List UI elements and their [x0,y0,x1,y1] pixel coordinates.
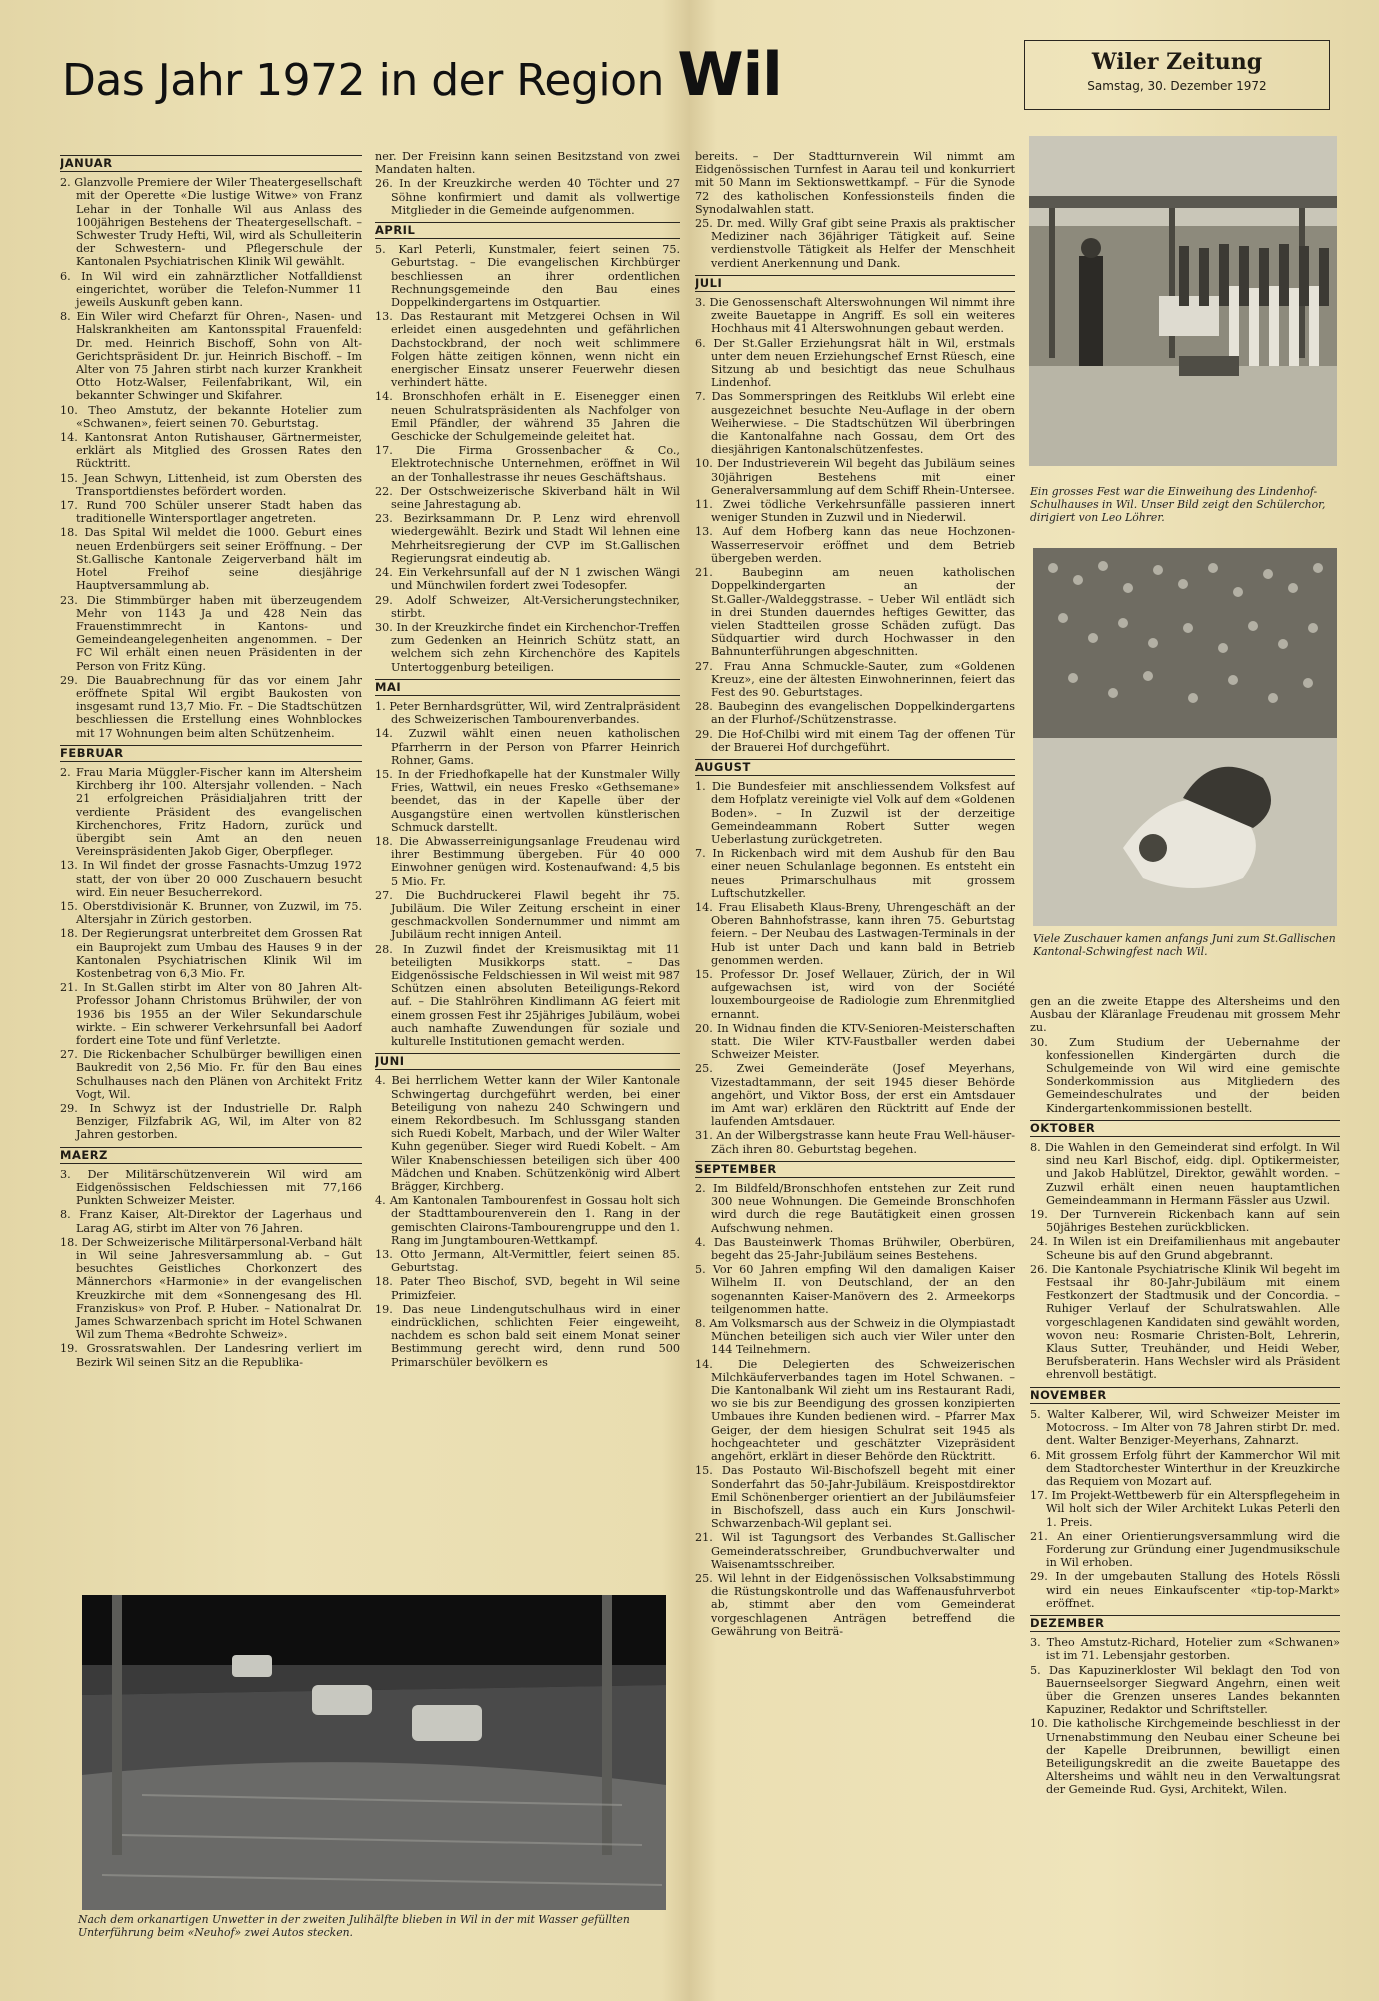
chronicle-entry: 25. Dr. med. Willy Graf gibt seine Praxis als praktischer Mediziner nach 36jähriger Tätigkeit auf. Seine verdienstvolle Tätigkeit als Helfer der Menschheit verdient Anerkennung und Dank. [695,217,1015,270]
column-4 [1030,995,1340,1990]
chronicle-entry: 6. Der St.Galler Erziehungsrat hält in Wil, erstmals unter dem neuen Erziehungschef Ernst Rüesch, eine Sitzung ab und besichtigt das neue Schulhaus Lindenhof. [695,336,1015,390]
chronicle-entry: 27. Frau Anna Schmuckle-Sauter, zum «Goldenen Kreuz», eine der ältesten Einwohnerinnen, feiert das Fest des 90. Geburtstages. [695,659,1015,699]
chronicle-entry: 19. Das neue Lindengutschulhaus wird in einer eindrücklichen, schlichten Feier eingeweiht, nachdem es schon bald seit einem Monat seiner Bestimmung gerecht wird, denn rund 500 Primarschüler bevölkern es [375,1302,680,1369]
photo-flooded-underpass [82,1595,666,1910]
month-heading: DEZEMBER [1030,1615,1340,1632]
month-heading: AUGUST [695,759,1015,776]
chronicle-entry: 15. Oberstdivisionär K. Brunner, von Zuzwil, im 75. Altersjahr in Zürich gestorben. [60,899,362,927]
month-heading: JANUAR [60,155,362,172]
chronicle-entry: 11. Zwei tödliche Verkehrsunfälle passieren innert weniger Stunden in Zuzwil und in Niederwil. [695,498,1015,525]
chronicle-entry: 17. Die Firma Grossenbacher & Co., Elektrotechnische Unternehmen, eröffnet in Wil an der Tonhallestrasse ihr neues Geschäftshaus. [375,444,680,484]
chronicle-entry: 4. Am Kantonalen Tambourenfest in Gossau holt sich der Stadttambourenverein den 1. Rang in der gemischten Clairons-Tambourengruppe und den 1. Rang im Jungtambouren-Wettkampf. [375,1194,680,1247]
chronicle-entry: 24. In Wilen ist ein Dreifamilienhaus mit angebauter Scheune bis auf den Grund abgebrannt. [1030,1235,1340,1262]
month-heading: SEPTEMBER [695,1161,1015,1178]
chronicle-entry: 18. Das Spital Wil meldet die 1000. Geburt eines neuen Erdenbürgers seit seiner Eröffnung. – Der St.Gallische Kantonale Zeigerverband hält im Hotel Freihof seine diesjährige Hauptversammlung ab. [60,526,362,593]
photo-caption-flooded-underpass: Nach dem orkanartigen Unwetter in der zweiten Julihälfte blieben in Wil in der mit Wasser gefüllten Unterführung beim «Neuhof» zwei Autos stecken. [78,1913,630,1939]
column-1 [60,150,362,1605]
chronicle-entry: 21. Wil ist Tagungsort des Verbandes St.Gallischer Gemeinderatsschreiber, Grundbuchverwalter und Waisenamtsschreiber. [695,1531,1015,1571]
chronicle-entry: 21. In St.Gallen stirbt im Alter von 80 Jahren Alt-Professor Johann Christomus Brühwiler, der von 1936 bis 1955 an der Wiler Sekundarschule wirkte. – Ein schwerer Verkehrsunfall bei Aadorf fordert eine Tote und fünf Verletzte. [60,981,362,1047]
chronicle-entry: 13. Das Restaurant mit Metzgerei Ochsen in Wil erleidet einen ausgedehnten und gefährlichen Dachstockbrand, der noch weit schlimmere Folgen hätte zeitigen können, wenn nicht ein energischer Einsatz unserer Feuerwehr diesen verhindert hätte. [375,310,680,390]
newspaper-nameplate [1024,40,1330,110]
chronicle-entry: 3. Der Militärschützenverein Wil wird am Eidgenössischen Feldschiessen mit 77,166 Punkten Schweizer Meister. [60,1167,362,1208]
photo-caption-school-choir: Ein grosses Fest war die Einweihung des Lindenhof-Schulhauses in Wil. Unser Bild zeigt den Schülerchor, dirigiert von Leo Löhrer. [1030,485,1326,524]
chronicle-entry: 25. Wil lehnt in der Eidgenössischen Volksabstimmung die Rüstungskontrolle und das Waffenausfuhrverbot ab, stimmt aber den vom Gemeinderat vorgeschlagenen Anträgen betreffend die Gewährung von Beiträ- [695,1571,1015,1638]
title-prefix: Das Jahr 1972 in der Region [62,55,664,106]
chronicle-entry: 1. Die Bundesfeier mit anschliessendem Volksfest auf dem Hofplatz vereinigte viel Volk auf dem «Goldenen Boden». – In Zuzwil ist der derzeitige Gemeindeammann Robert Sutter wegen Ueberlastung zurückgetreten. [695,780,1015,846]
month-heading: JUNI [375,1053,680,1070]
title-place: Wil [677,40,782,110]
chronicle-entry: 5. Vor 60 Jahren empfing Wil den damaligen Kaiser Wilhelm II. von Deutschland, der an den sogenannten Kaiser-Manövern des 2. Armeekorps teilgenommen hatte. [695,1263,1015,1316]
month-heading: APRIL [375,222,680,239]
chronicle-entry: 5. Walter Kalberer, Wil, wird Schweizer Meister im Motocross. – Im Alter von 78 Jahren stirbt Dr. med. dent. Walter Benziger-Meyerhans, Zahnarzt. [1030,1407,1340,1448]
chronicle-entry: 30. Zum Studium der Uebernahme der konfessionellen Kindergärten durch die Schulgemeinde von Wil wird eine gemischte Sonderkommission aus Mitgliedern des Gemeindeschulrates und der beiden Kindergartenkommissionen bestellt. [1030,1035,1340,1115]
chronicle-entry: 26. In der Kreuzkirche werden 40 Töchter und 27 Söhne konfirmiert und damit als vollwertige Mitglieder in die Gemeinde aufgenommen. [375,177,680,217]
chronicle-entry: 15. Das Postauto Wil-Bischofszell begeht mit einer Sonderfahrt das 50-Jahr-Jubiläum. Kreispostdirektor Emil Schönenberger orientiert an der Jubiläumsfeier in Bischofszell, dass auch ein Kurs Jonschwil-Schwarzenbach-Wil geplant sei. [695,1464,1015,1531]
chronicle-entry: 15. Professor Dr. Josef Wellauer, Zürich, der in Wil aufgewachsen ist, wird von der Société louxembourgeoise de Radiologie zum Ehrenmitglied ernannt. [695,967,1015,1021]
chronicle-entry: 19. Grossratswahlen. Der Landesring verliert im Bezirk Wil seinen Sitz an die Republika- [60,1342,362,1369]
chronicle-entry: 29. Adolf Schweizer, Alt-Versicherungstechniker, stirbt. [375,593,680,620]
chronicle-entry: 18. Die Abwasserreinigungsanlage Freudenau wird ihrer Bestimmung übergeben. Für 40 000 Einwohner genügen wird. Kostenaufwand: 4,5 bis 5 Mio. Fr. [375,834,680,888]
chronicle-entry: 31. An der Wilbergstrasse kann heute Frau Well-häuser-Zäch ihren 80. Geburtstag begehen. [695,1129,1015,1156]
chronicle-entry: 7. In Rickenbach wird mit dem Aushub für den Bau einer neuen Schulanlage begonnen. Es entsteht ein neues Primarschulhaus mit grossem Luftschutzkeller. [695,847,1015,900]
month-heading: MAERZ [60,1147,362,1164]
newspaper-name: Wiler Zeitung [1091,49,1263,75]
chronicle-entry: 6. Mit grossem Erfolg führt der Kammerchor Wil mit dem Stadtorchester Winterthur in der Kreuzkirche das Requiem von Mozart auf. [1030,1448,1340,1488]
chronicle-entry: 2. Glanzvolle Premiere der Wiler Theatergesellschaft mit der Operette «Die lustige Witwe» von Franz Lehar in der Tonhalle Wil aus Anlass des 100jährigen Bestehens der Theatergesellschaft. – Schwester Trudy Hefti, Wil, wird als Schulleiterin der Schwestern- und Pflegerschule der Kantonalen Psychiatrischen Klinik Wil gewählt. [60,176,362,269]
chronicle-entry: 15. In der Friedhofkapelle hat der Kunstmaler Willy Fries, Wattwil, ein neues Fresko «Gethsemane» beendet, das in der Kapelle über der Ausgangstüre einen wertvollen künstlerischen Schmuck darstellt. [375,767,680,834]
month-heading: FEBRUAR [60,745,362,762]
chronicle-entry: 13. Otto Jermann, Alt-Vermittler, feiert seinen 85. Geburtstag. [375,1248,680,1275]
column-2 [375,150,680,1550]
chronicle-entry: 2. Im Bildfeld/Bronschhofen entstehen zur Zeit rund 300 neue Wohnungen. Die Gemeinde Bronschhofen wird durch die rege Bautätigkeit einen grossen Aufschwung nehmen. [695,1182,1015,1235]
chronicle-entry: 5. Das Kapuzinerkloster Wil beklagt den Tod von Bauernseelsorger Siegward Angehrn, einen weit über die Grenzen unseres Landes bekannten Kapuziner, Redaktor und Schriftsteller. [1030,1663,1340,1717]
chronicle-entry: 21. Baubeginn am neuen katholischen Doppelkindergarten an der St.Galler-/Waldeggstrasse. – Ueber Wil entlädt sich in drei Stunden dauerndes heftiges Gewitter, das vielen Stadtteilen grosse Schäden zufügt. Das Südquartier wird durch Hochwasser in den Bahnunterführungen abgeschnitten. [695,566,1015,659]
continued-entry: bereits. – Der Stadtturnverein Wil nimmt am Eidgenössischen Turnfest in Aarau teil und konkurriert mit 50 Mann im Sektionswettkampf. – Für die Synode 72 des katholischen Konfessionsteils finden die Synodalwahlen statt. [695,150,1015,216]
chronicle-entry: 18. Pater Theo Bischof, SVD, begeht in Wil seine Primizfeier. [375,1275,680,1302]
chronicle-entry: 29. In der umgebauten Stallung des Hotels Rössli wird ein neues Einkaufscenter «tip-top-Markt» eröffnet. [1030,1570,1340,1610]
chronicle-entry: 14. Frau Elisabeth Klaus-Breny, Uhrengeschäft an der Oberen Bahnhofstrasse, kann ihren 75. Geburtstag feiern. – Der Neubau des Lastwagen-Terminals in der Hub ist unter Dach und kann bald in Betrieb genommen werden. [695,900,1015,967]
chronicle-entry: 20. In Widnau finden die KTV-Senioren-Meisterschaften statt. Die Wiler KTV-Faustballer werden dabei Schweizer Meister. [695,1021,1015,1062]
chronicle-entry: 18. Der Schweizerische Militärpersonal-Verband hält in Wil seine Jahresversammlung ab. – Gut besuchtes Geistliches Chorkonzert des Männerchors «Harmonie» in der evangelischen Kreuzkirche mit dem «Sonnengesang des Hl. Franziskus» von Prof. P. Huber. – Nationalrat Dr. James Schwarzenbach spricht im Hotel Schwanen Wil zum Thema «Bedrohte Schweiz». [60,1235,362,1342]
month-heading: OKTOBER [1030,1120,1340,1137]
photo-caption-schwingfest: Viele Zuschauer kamen anfangs Juni zum St.Gallischen Kantonal-Schwingfest nach Wil. [1033,932,1336,958]
chronicle-entry: 14. Kantonsrat Anton Rutishauser, Gärtnermeister, erklärt als Mitglied des Grossen Rates den Rücktritt. [60,431,362,471]
page-title [62,40,992,110]
chronicle-entry: 14. Zuzwil wählt einen neuen katholischen Pfarrherrn in der Person von Pfarrer Heinrich Rohner, Gams. [375,727,680,767]
chronicle-entry: 29. Die Hof-Chilbi wird mit einem Tag der offenen Tür der Brauerei Hof durchgeführt. [695,727,1015,754]
chronicle-entry: 8. Franz Kaiser, Alt-Direktor der Lagerhaus und Larag AG, stirbt im Alter von 76 Jahren. [60,1208,362,1235]
chronicle-entry: 25. Zwei Gemeinderäte (Josef Meyerhans, Vizestadtammann, der seit 1945 dieser Behörde angehört, und Viktor Boss, der erst ein Amtsdauer im Amt war) erklären den Rücktritt auf Ende der laufenden Amtsdauer. [695,1062,1015,1129]
chronicle-entry: 13. In Wil findet der grosse Fasnachts-Umzug 1972 statt, der von über 20 000 Zuschauern besucht wird. Ein neuer Besucherrekord. [60,859,362,899]
chronicle-entry: 10. Der Industrieverein Wil begeht das Jubiläum seines 30jährigen Bestehens mit einer Generalversammlung auf dem Schiff Rhein-Untersee. [695,457,1015,497]
chronicle-entry: 14. Bronschhofen erhält in E. Eisenegger einen neuen Schulratspräsidenten als Nachfolger von Emil Pfändler, der während 35 Jahren die Geschicke der Schulgemeinde geleitet hat. [375,390,680,444]
chronicle-entry: 4. Bei herrlichem Wetter kann der Wiler Kantonale Schwingertag durchgeführt werden, bei einer Beteiligung von nahezu 240 Schwingern und einem Rekordbesuch. Im Schlussgang standen sich Ruedi Kobelt, Marbach, und der Wiler Walter Kuhn gegenüber. Sieger wird Ruedi Kobelt. – Am Wiler Knabenschiessen beteiligen sich über 400 Mädchen und Knaben. Schützenkönig wird Albert Brägger, Kirchberg. [375,1074,680,1194]
chronicle-entry: 8. Ein Wiler wird Chefarzt für Ohren-, Nasen- und Halskrankheiten am Kantonsspital Frauenfeld: Dr. med. Heinrich Bischoff, Sohn von Alt-Gerichtspräsident Dr. jur. Heinrich Bischoff. – Im Alter von 75 Jahren stirbt nach kurzer Krankheit Otto Hotz-Walser, Feilenfabrikant, Wil, ein bekannter Schwinger und Skifahrer. [60,310,362,403]
chronicle-entry: 27. Die Buchdruckerei Flawil begeht ihr 75. Jubiläum. Die Wiler Zeitung erscheint in einer geschmackvollen Sondernummer und nimmt am Jubiläum recht innigen Anteil. [375,888,680,942]
chronicle-entry: 15. Jean Schwyn, Littenheid, ist zum Obersten des Transportdienstes befördert worden. [60,471,362,498]
chronicle-entry: 5. Karl Peterli, Kunstmaler, feiert seinen 75. Geburtstag. – Die evangelischen Kirchbürger beschliessen an ihrer ordentlichen Rechnungsgemeinde den Bau eines Doppelkindergartens im Ostquartier. [375,243,680,310]
chronicle-entry: 13. Auf dem Hofberg kann das neue Hochzonen-Wasserreservoir eröffnet und dem Betrieb übergeben werden. [695,525,1015,565]
chronicle-entry: 6. In Wil wird ein zahnärztlicher Notfalldienst eingerichtet, worüber die Telefon-Nummer 11 jeweils Auskunft geben kann. [60,269,362,310]
chronicle-entry: 29. In Schwyz ist der Industrielle Dr. Ralph Benziger, Filzfabrik AG, Wil, im Alter von 82 Jahren gestorben. [60,1102,362,1142]
chronicle-entry: 28. In Zuzwil findet der Kreismusiktag mit 11 beteiligten Musikkorps statt. – Das Eidgenössische Feldschiessen in Wil weist mit 987 Schützen einen absoluten Beteiligungs-Rekord auf. – Die Stahlröhren Kindlimann AG feiert mit einem grossen Fest ihr 25jähriges Jubiläum, wobei auch namhafte Zuwendungen für soziale und kulturelle Institutionen gemacht werden. [375,942,680,1048]
chronicle-entry: 3. Die Genossenschaft Alterswohnungen Wil nimmt ihre zweite Bauetappe in Angriff. Es soll ein weiteres Hochhaus mit 41 Alterswohnungen gebaut werden. [695,296,1015,336]
chronicle-entry: 10. Die katholische Kirchgemeinde beschliesst in der Urnenabstimmung den Neubau einer Scheune bei der Kapelle Dreibrunnen, bewilligt einen Beteiligungskredit an die zweite Bauetappe des Altersheims und wählt neu in den Verwaltungsrat der Gemeinde Rud. Gysi, Architekt, Wilen. [1030,1717,1340,1797]
chronicle-entry: 17. Im Projekt-Wettbewerb für ein Alterspflegeheim in Wil holt sich der Wiler Architekt Lukas Peterli den 1. Preis. [1030,1489,1340,1529]
photo-schwingfest [1033,548,1337,926]
month-heading: JULI [695,275,1015,292]
chronicle-entry: 22. Der Ostschweizerische Skiverband hält in Wil seine Jahrestagung ab. [375,484,680,512]
chronicle-entry: 3. Theo Amstutz-Richard, Hotelier zum «Schwanen» ist im 71. Lebensjahr gestorben. [1030,1636,1340,1663]
chronicle-entry: 8. Am Volksmarsch aus der Schweiz in die Olympiastadt München beteiligen sich auch vier Wiler unter den 144 Teilnehmern. [695,1317,1015,1357]
chronicle-entry: 29. Die Bauabrechnung für das vor einem Jahr eröffnete Spital Wil ergibt Baukosten von insgesamt rund 13,7 Mio. Fr. – Die Stadtschützen beschliessen die Erstellung eines Wohnblockes mit 17 Wohnungen beim alten Schützenheim. [60,673,362,740]
chronicle-entry: 4. Das Bausteinwerk Thomas Brühwiler, Oberbüren, begeht das 25-Jahr-Jubiläum seines Bestehens. [695,1235,1015,1263]
continued-entry: ner. Der Freisinn kann seinen Besitzstand von zwei Mandaten halten. [375,150,680,177]
chronicle-entry: 23. Bezirksammann Dr. P. Lenz wird ehrenvoll wiedergewählt. Bezirk und Stadt Wil lehnen eine Mehrheitsregierung der CVP im St.Gallischen Regierungsrat eindeutig ab. [375,512,680,565]
chronicle-entry: 2. Frau Maria Müggler-Fischer kann im Altersheim Kirchberg ihr 100. Altersjahr vollenden. – Nach 21 erfolgreichen Präsidialjahren tritt der verdiente Präsident des evangelischen Kirchenchores, Fritz Hadorn, zurück und übergibt sein Amt an den neuen Vereinspräsidenten Jakob Giger, Oberpfleger. [60,765,362,859]
chronicle-entry: 23. Die Stimmbürger haben mit überzeugendem Mehr von 1143 Ja und 428 Nein das Frauenstimmrecht in Kantons- und Gemeindeangelegenheiten angenommen. – Der FC Wil erhält einen neuen Präsidenten in der Person von Fritz Küng. [60,593,362,673]
chronicle-entry: 10. Theo Amstutz, der bekannte Hotelier zum «Schwanen», feiert seinen 70. Geburtstag. [60,403,362,430]
chronicle-entry: 30. In der Kreuzkirche findet ein Kirchenchor-Treffen zum Gedenken an Heinrich Schütz statt, an welchem sich zehn Kirchenchöre des Kapitels Untertoggenburg beteiligen. [375,620,680,674]
month-heading: MAI [375,679,680,696]
chronicle-entry: 1. Peter Bernhardsgrütter, Wil, wird Zentralpräsident des Schweizerischen Tambourenverbandes. [375,699,680,727]
chronicle-entry: 7. Das Sommerspringen des Reitklubs Wil erlebt eine ausgezeichnet besuchte Neu-Auflage in der obern Weiherwiese. – Die Stadtschützen Wil überbringen die Kantonalfahne nach Gossau, dem Ort des diesjährigen Kantonalschützenfestes. [695,390,1015,457]
chronicle-entry: 17. Rund 700 Schüler unserer Stadt haben das traditionelle Wintersportlager angetreten. [60,499,362,526]
chronicle-entry: 26. Die Kantonale Psychiatrische Klinik Wil begeht im Festsaal ihr 80-Jahr-Jubiläum mit einem Festkonzert der Stadtmusik und der Concordia. – Ruhiger Verlauf der Schulratswahlen. Alle vorgeschlagenen Kandidaten sind gewählt worden, wovon neu: Rosmarie Christen-Bolt, Lehrerin, Klaus Sutter, Treuhänder, und Heidi Weber, Berufsberaterin. Hans Wechsler wird als Präsident ehrenvoll bestätigt. [1030,1262,1340,1382]
chronicle-entry: 27. Die Rickenbacher Schulbürger bewilligen einen Baukredit von 2,56 Mio. Fr. für den Bau eines Schulhauses nach den Plänen von Architekt Fritz Vogt, Wil. [60,1048,362,1101]
column-3 [695,150,1015,1990]
chronicle-entry: 14. Die Delegierten des Schweizerischen Milchkäuferverbandes tagen im Hotel Schwanen. – Die Kantonalbank Wil zieht um ins Restaurant Radi, wo sie bis zur Beendigung des grossen konzipierten Umbaues ihre Kunden bedienen wird. – Pfarrer Max Geiger, der dem hiesigen Schulrat seit 1945 als hochgeachteter und geschätzter Vizepräsident angehört, erklärt in dieser Behörde den Rücktritt. [695,1357,1015,1464]
continued-entry: gen an die zweite Etappe des Altersheims und den Ausbau der Kläranlage Freudenau mit grossem Mehr zu. [1030,995,1340,1035]
month-heading: NOVEMBER [1030,1387,1340,1404]
chronicle-entry: 28. Baubeginn des evangelischen Doppelkindergartens an der Flurhof-/Schützenstrasse. [695,700,1015,727]
newspaper-date: Samstag, 30. Dezember 1972 [1087,79,1267,93]
chronicle-entry: 21. An einer Orientierungsversammlung wird die Forderung zur Gründung einer Jugendmusikschule in Wil erhoben. [1030,1529,1340,1570]
chronicle-entry: 24. Ein Verkehrsunfall auf der N 1 zwischen Wängi und Münchwilen fordert zwei Todesopfer. [375,566,680,593]
photo-school-choir [1029,136,1337,466]
chronicle-entry: 19. Der Turnverein Rickenbach kann auf sein 50jähriges Bestehen zurückblicken. [1030,1208,1340,1235]
chronicle-entry: 8. Die Wahlen in den Gemeinderat sind erfolgt. In Wil sind neu Karl Bischof, eidg. dipl. Optikermeister, und Jakob Hablützel, Direktor, gewählt worden. – Zuzwil erhält einen neuen hauptamtlichen Gemeindeammann in Hermann Fässler aus Uzwil. [1030,1141,1340,1207]
chronicle-entry: 18. Der Regierungsrat unterbreitet dem Grossen Rat ein Bauprojekt zum Umbau des Hauses 9 in der Kantonalen Psychiatrischen Klinik Wil im Kostenbetrag von 6,3 Mio. Fr. [60,927,362,980]
